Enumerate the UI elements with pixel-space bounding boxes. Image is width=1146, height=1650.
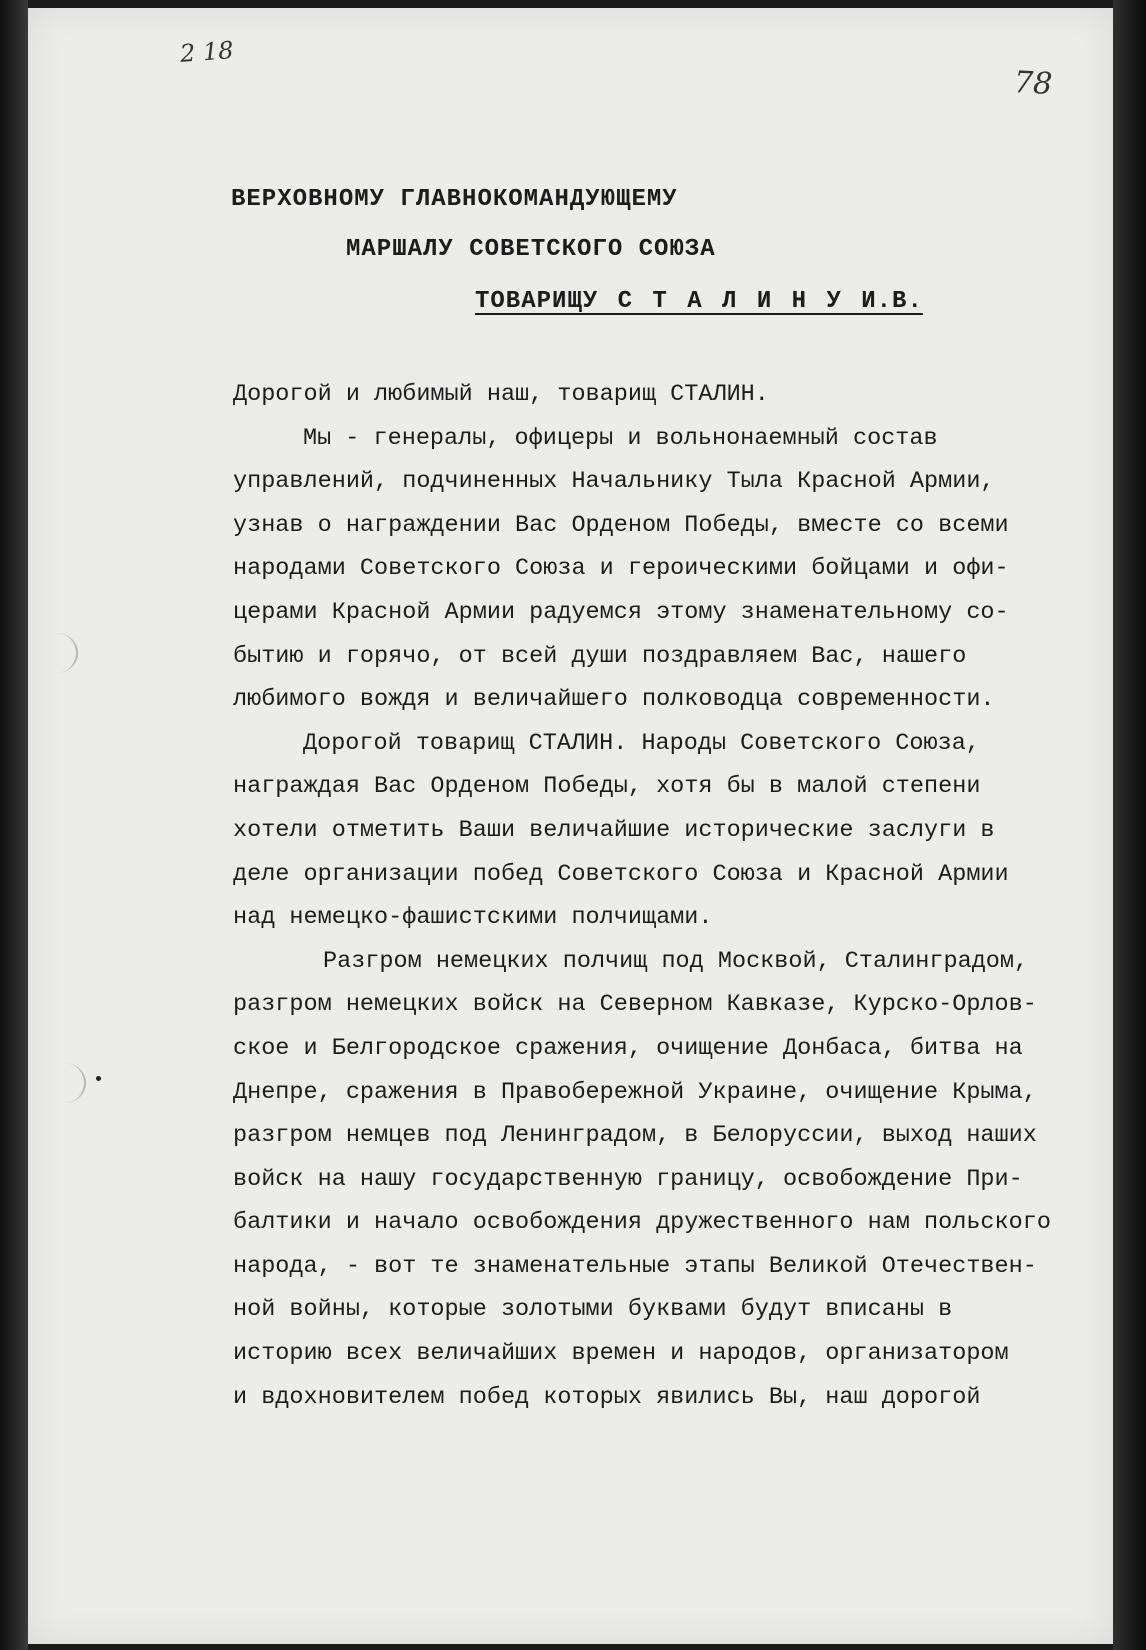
text-line: Разгром немецких полчищ под Москвой, Сталинградом,: [323, 947, 1029, 975]
text-line: управлений, подчиненных Начальнику Тыла Красной Армии,: [233, 468, 995, 496]
text-line: Днепре, сражения в Правобережной Украине, очищение Крыма,: [233, 1078, 1037, 1106]
text-line: награждая Вас Орденом Победы, хотя бы в малой степени: [233, 773, 981, 801]
text-line: ское и Белгородское сражения, очищение Донбаса, битва на: [233, 1034, 1023, 1062]
text-line: узнав о награждении Вас Орденом Победы, вместе со всеми: [233, 511, 1009, 539]
text-line: ной войны, которые золотыми буквами будут вписаны в: [233, 1296, 953, 1324]
page-number: 78: [1013, 65, 1054, 102]
ink-dot: [96, 1076, 101, 1081]
scan-edge-right: [1113, 0, 1146, 1650]
handwritten-note: 2 18: [179, 36, 235, 68]
text-line: народа, - вот те знаменательные этапы Великой Отечествен-: [233, 1252, 1037, 1280]
text-line: над немецко-фашистскими полчищами.: [233, 904, 713, 932]
text-line: хотели отметить Ваши величайшие исторические заслуги в: [233, 816, 995, 844]
text-line: разгром немецких войск на Северном Кавказе, Курско-Орлов-: [233, 991, 1037, 1019]
punch-hole-mark: [36, 633, 78, 673]
punch-hole-mark: [44, 1063, 86, 1103]
text-line: разгром немцев под Ленинградом, в Белоруссии, выход наших: [233, 1122, 1037, 1150]
text-line: историю всех величайших времен и народов, организатором: [233, 1340, 1009, 1368]
text-line: церами Красной Армии радуемся этому знаменательному со-: [233, 598, 1009, 626]
text-line: и вдохновителем побед которых явились Вы, наш дорогой: [233, 1383, 981, 1411]
text-line: Мы - генералы, офицеры и вольнонаемный состав: [303, 424, 938, 452]
scan-edge-left: [0, 0, 28, 1650]
text-line: любимого вождя и величайшего полководца современности.: [233, 686, 995, 714]
text-line: деле организации побед Советского Союза и Красной Армии: [233, 860, 1009, 888]
text-line: Дорогой товарищ СТАЛИН. Народы Советского Союза,: [303, 729, 980, 757]
document-page: [28, 8, 1113, 1644]
address-line-1: ВЕРХОВНОМУ ГЛАВНОКОМАНДУЮЩЕМУ: [231, 186, 678, 213]
salutation: Дорогой и любимый наш, товарищ СТАЛИН.: [233, 381, 769, 408]
text-line: бытию и горячо, от всей души поздравляем Вас, нашего: [233, 642, 967, 670]
text-line: войск на нашу государственную границу, освобождение При-: [233, 1165, 1023, 1193]
address-line-2: МАРШАЛУ СОВЕТСКОГО СОЮЗА: [346, 236, 716, 263]
address-line-3: ТОВАРИЩУ С Т А Л И Н У И.В.: [475, 288, 923, 315]
letter-body: [233, 373, 1073, 1419]
text-line: балтики и начало освобождения дружественного нам польского: [233, 1209, 1051, 1237]
text-line: народами Советского Союза и героическими бойцами и офи-: [233, 555, 1009, 583]
